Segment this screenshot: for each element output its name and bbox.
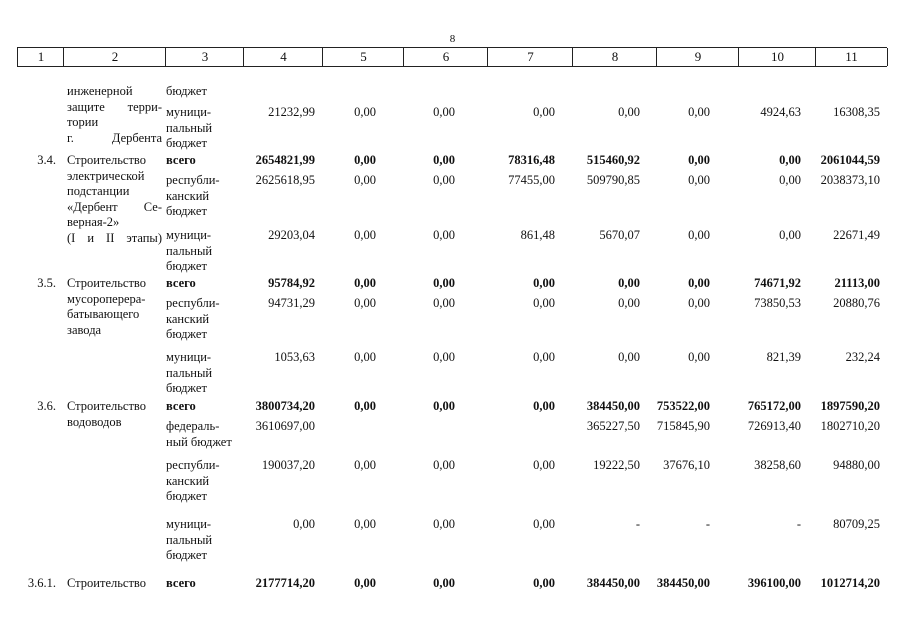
value-cell: 0,00: [618, 296, 640, 310]
budget-type-line: пальный: [166, 365, 213, 380]
value-cell: 3610697,00: [255, 419, 315, 433]
row-name-line: верная-2»: [67, 215, 120, 229]
budget-type-line: республи-: [166, 458, 220, 472]
column-header-1: 1: [17, 48, 64, 66]
value-cell: 3800734,20: [255, 399, 315, 413]
row-name-line: защите терри-: [67, 99, 162, 114]
value-cell: 0,00: [618, 350, 640, 364]
value-cell: 753522,00: [656, 399, 710, 413]
column-header-8: 8: [572, 48, 657, 66]
column-header-3: 3: [165, 48, 244, 66]
value-cell: 73850,53: [754, 296, 801, 310]
value-cell: 22671,49: [833, 228, 880, 242]
value-cell: 0,00: [354, 173, 376, 187]
value-cell: 2038373,10: [820, 173, 880, 187]
value-cell: 0,00: [688, 153, 710, 167]
value-cell: 0,00: [433, 517, 455, 531]
value-cell: 0,00: [433, 105, 455, 119]
value-cell: 1053,63: [274, 350, 315, 364]
value-cell: 94731,29: [268, 296, 315, 310]
value-cell: 77455,00: [508, 173, 555, 187]
budget-type-line: бюджет: [166, 327, 207, 341]
row-name-line: водоводов: [67, 414, 122, 429]
value-cell: 1802710,20: [820, 419, 880, 433]
budget-type-line: муници-: [166, 105, 212, 119]
budget-type-line: канский: [166, 473, 210, 488]
row-name-line: электрической: [67, 168, 145, 183]
row-name-line: г. Дербента: [67, 130, 162, 145]
row-number: 3.5.: [37, 276, 56, 290]
budget-type-line: канский: [166, 188, 210, 203]
value-cell: 0,00: [533, 296, 555, 310]
value-cell: 94880,00: [833, 458, 880, 472]
value-cell: 0,00: [688, 173, 710, 187]
row-name-line: мусоропереpa-: [67, 291, 146, 306]
value-cell: 4924,63: [760, 105, 801, 119]
value-cell: 29203,04: [268, 228, 315, 242]
value-cell: 19222,50: [593, 458, 640, 472]
value-cell: 74671,92: [754, 276, 801, 290]
value-cell: 0,00: [433, 173, 455, 187]
value-cell: 5670,07: [599, 228, 640, 242]
row-number: 3.6.: [37, 399, 56, 413]
value-cell: 2625618,95: [255, 173, 315, 187]
value-cell: 0,00: [433, 276, 455, 290]
value-cell: 384450,00: [586, 576, 640, 590]
value-cell: 0,00: [354, 350, 376, 364]
value-cell: 1012714,20: [820, 576, 880, 590]
column-header-9: 9: [656, 48, 739, 66]
value-cell: 37676,10: [663, 458, 710, 472]
value-cell: 861,48: [520, 228, 555, 242]
value-cell: 21113,00: [834, 276, 880, 290]
budget-type-line: всего: [166, 576, 196, 590]
value-cell: 0,00: [433, 576, 455, 590]
budget-type-line: муници-: [166, 517, 212, 531]
budget-type-line: всего: [166, 153, 196, 167]
budget-type-line: бюджет: [166, 136, 207, 150]
value-cell: 715845,90: [656, 419, 710, 433]
value-cell: 0,00: [533, 399, 555, 413]
value-cell: -: [796, 517, 801, 531]
budget-type-line: республи-: [166, 173, 220, 187]
value-cell: 0,00: [533, 517, 555, 531]
value-cell: 726913,40: [747, 419, 801, 433]
value-cell: 0,00: [688, 350, 710, 364]
column-header-10: 10: [738, 48, 816, 66]
value-cell: 765172,00: [747, 399, 801, 413]
value-cell: 0,00: [779, 228, 801, 242]
value-cell: 0,00: [354, 517, 376, 531]
row-number: 3.6.1.: [27, 576, 56, 590]
column-header-11: 11: [815, 48, 888, 66]
budget-type-line: бюджет: [166, 548, 207, 562]
row-number: 3.4.: [37, 153, 56, 167]
column-header-5: 5: [322, 48, 404, 66]
value-cell: 384450,00: [586, 399, 640, 413]
value-cell: 95784,92: [268, 276, 315, 290]
value-cell: 396100,00: [747, 576, 801, 590]
value-cell: 0,00: [618, 105, 640, 119]
row-name-line: (I и II этапы): [67, 230, 162, 245]
budget-type-line: бюджет: [166, 204, 207, 218]
column-header-7: 7: [487, 48, 573, 66]
value-cell: 509790,85: [586, 173, 640, 187]
row-name-line: инженерной: [67, 84, 133, 98]
column-header-4: 4: [243, 48, 323, 66]
value-cell: 0,00: [354, 276, 376, 290]
budget-type-line: пальный: [166, 243, 213, 258]
value-cell: 821,39: [766, 350, 801, 364]
table-header: [17, 47, 887, 67]
value-cell: -: [705, 517, 710, 531]
budget-type-line: канский: [166, 311, 210, 326]
value-cell: 0,00: [688, 276, 710, 290]
value-cell: 0,00: [354, 576, 376, 590]
value-cell: 0,00: [688, 228, 710, 242]
row-name-line: подстанции: [67, 184, 130, 198]
value-cell: 0,00: [688, 296, 710, 310]
value-cell: 0,00: [433, 399, 455, 413]
value-cell: 2654821,99: [255, 153, 315, 167]
budget-type-line: всего: [166, 276, 196, 290]
value-cell: 515460,92: [586, 153, 640, 167]
value-cell: 190037,20: [261, 458, 315, 472]
value-cell: 0,00: [533, 576, 555, 590]
value-cell: 21232,99: [268, 105, 315, 119]
value-cell: 0,00: [533, 105, 555, 119]
value-cell: 2061044,59: [820, 153, 880, 167]
budget-type-line: ный бюджет: [166, 434, 232, 449]
value-cell: 0,00: [433, 296, 455, 310]
value-cell: 232,24: [845, 350, 880, 364]
value-cell: 0,00: [433, 153, 455, 167]
value-cell: 78316,48: [508, 153, 555, 167]
value-cell: 38258,60: [754, 458, 801, 472]
budget-type-line: федераль-: [166, 419, 220, 433]
value-cell: 0,00: [354, 153, 376, 167]
value-cell: 1897590,20: [820, 399, 880, 413]
value-cell: 0,00: [688, 105, 710, 119]
row-name-line: Строительство: [67, 276, 147, 290]
page-number: 8: [449, 33, 456, 45]
value-cell: 20880,76: [833, 296, 880, 310]
value-cell: 16308,35: [833, 105, 880, 119]
budget-type-line: республи-: [166, 296, 220, 310]
value-cell: 80709,25: [833, 517, 880, 531]
row-name-line: батывающего: [67, 307, 140, 321]
row-name-line: Строительство: [67, 153, 147, 167]
value-cell: 0,00: [354, 296, 376, 310]
budget-type-line: бюджет: [166, 84, 207, 98]
budget-type-line: муници-: [166, 228, 212, 242]
column-header-6: 6: [403, 48, 488, 66]
row-name-line: завода: [67, 322, 102, 337]
value-cell: 0,00: [433, 228, 455, 242]
value-cell: 0,00: [533, 276, 555, 290]
value-cell: 0,00: [533, 458, 555, 472]
value-cell: 384450,00: [656, 576, 710, 590]
value-cell: 0,00: [354, 105, 376, 119]
value-cell: 0,00: [354, 458, 376, 472]
value-cell: 0,00: [618, 276, 640, 290]
value-cell: 0,00: [779, 153, 801, 167]
value-cell: 0,00: [354, 399, 376, 413]
value-cell: 0,00: [533, 350, 555, 364]
budget-type-line: бюджет: [166, 489, 207, 503]
row-name-line: Строительство: [67, 399, 147, 413]
value-cell: 2177714,20: [255, 576, 315, 590]
value-cell: 0,00: [354, 228, 376, 242]
budget-type-line: пальный: [166, 120, 213, 135]
value-cell: 0,00: [779, 173, 801, 187]
column-header-2: 2: [63, 48, 166, 66]
row-name-line: «Дербент Се-: [67, 199, 162, 214]
value-cell: 0,00: [433, 458, 455, 472]
budget-type-line: бюджет: [166, 259, 207, 273]
row-name-line: Строительство: [67, 576, 147, 590]
value-cell: 0,00: [293, 517, 315, 531]
row-name-line: тории: [67, 115, 99, 129]
value-cell: 0,00: [433, 350, 455, 364]
value-cell: 365227,50: [586, 419, 640, 433]
budget-type-line: пальный: [166, 532, 213, 547]
budget-type-line: муници-: [166, 350, 212, 364]
budget-type-line: бюджет: [166, 381, 207, 395]
budget-type-line: всего: [166, 399, 196, 413]
value-cell: -: [635, 517, 640, 531]
